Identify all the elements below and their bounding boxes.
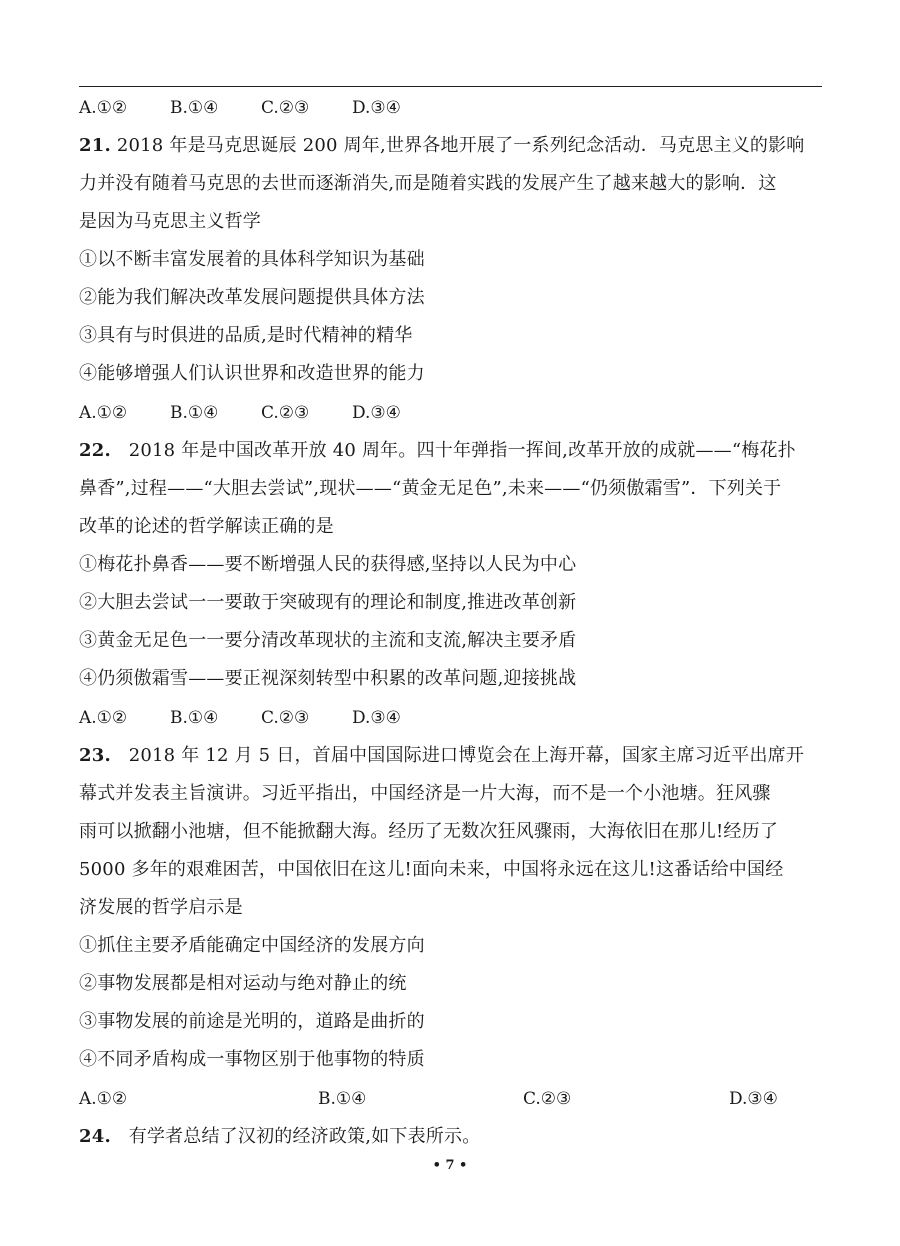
q22-statement-1: ①梅花扑鼻香——要不断增强人民的获得感,坚持以人民为中心 (79, 554, 577, 575)
q22-statement-3: ③黄金无足色一一要分清改革现状的主流和支流,解决主要矛盾 (79, 630, 577, 651)
q23-stem-line-1: 23. 2018 年 12 月 5 日，首届中国国际进口博览会在上海开幕，国家主席习近平出席开 (79, 745, 805, 766)
q22-stem-line-3: 改革的论述的哲学解读正确的是 (79, 516, 334, 537)
q22-options (79, 706, 443, 730)
option-c: C.②③ (523, 1089, 572, 1109)
q23-statement-4: ④不同矛盾构成一事物区别于他事物的特质 (79, 1049, 425, 1070)
prev-options (79, 96, 443, 120)
q23-stem-line-3: 雨可以掀翻小池塘，但不能掀翻大海。经历了无数次狂风骤雨，大海依旧在那儿!经历了 (79, 821, 779, 842)
q22-number: 22. (79, 440, 111, 461)
option-b: B.①④ (170, 98, 219, 118)
q21-stem-line-2: 力并没有随着马克思的去世而逐渐消失,而是随着实践的发展产生了越来越大的影响．这 (79, 173, 777, 194)
option-d: D.③④ (352, 403, 401, 423)
q23-statement-1: ①抓住主要矛盾能确定中国经济的发展方向 (79, 935, 425, 956)
q22-statement-4: ④仍须傲霜雪——要正视深刻转型中积累的改革问题,迎接挑战 (79, 668, 577, 689)
option-a: A.①② (79, 403, 128, 423)
q23-statement-2: ②事物发展都是相对运动与绝对静止的统 (79, 973, 407, 994)
option-b: B.①④ (170, 708, 219, 728)
q21-options (79, 401, 443, 425)
q21-stem-line-3: 是因为马克思主义哲学 (79, 211, 261, 232)
option-d: D.③④ (729, 1089, 778, 1109)
option-b: B.①④ (318, 1089, 367, 1109)
option-c: C.②③ (261, 708, 310, 728)
option-c: C.②③ (261, 403, 310, 423)
q21-statement-1: ①以不断丰富发展着的具体科学知识为基础 (79, 249, 425, 270)
q21-number: 21. (79, 135, 111, 156)
q22-stem-line-1: 22. 2018 年是中国改革开放 40 周年。四十年弹指一挥间,改革开放的成就——“梅花扑 (79, 440, 796, 461)
q23-stem-line-2: 幕式并发表主旨演讲。习近平指出，中国经济是一片大海，而不是一个小池塘。狂风骤 (79, 783, 771, 804)
option-a: A.①② (79, 708, 128, 728)
option-a: A.①② (79, 98, 128, 118)
q23-stem-line-5: 济发展的哲学启示是 (79, 897, 243, 918)
q21-stem-line-1: 21. 2018 年是马克思诞辰 200 周年,世界各地开展了一系列纪念活动．马克思主义的影响 (79, 135, 805, 156)
option-c: C.②③ (261, 98, 310, 118)
q23-number: 23. (79, 745, 111, 766)
option-d: D.③④ (352, 708, 401, 728)
option-d: D.③④ (352, 98, 401, 118)
option-b: B.①④ (170, 403, 219, 423)
top-rule (79, 86, 822, 87)
option-a: A.①② (79, 1089, 128, 1109)
q21-statement-3: ③具有与时俱进的品质,是时代精神的精华 (79, 325, 413, 346)
q21-statement-2: ②能为我们解决改革发展问题提供具体方法 (79, 287, 425, 308)
q23-statement-3: ③事物发展的前途是光明的，道路是曲折的 (79, 1011, 425, 1032)
q22-stem-line-2: 鼻香”,过程——“大胆去尝试”,现状——“黄金无足色”,未来——“仍须傲霜雪”．下列关于 (79, 478, 782, 499)
q23-stem-line-4: 5000 多年的艰难困苦，中国依旧在这儿!面向未来，中国将永远在这儿!这番话给中国经 (79, 859, 784, 880)
page-number: • 7 • (432, 1158, 468, 1173)
q24-stem: 24. 有学者总结了汉初的经济政策,如下表所示。 (79, 1126, 481, 1147)
q22-statement-2: ②大胆去尝试一一要敢于突破现有的理论和制度,推进改革创新 (79, 592, 577, 613)
q21-statement-4: ④能够增强人们认识世界和改造世界的能力 (79, 363, 425, 384)
q24-number: 24. (79, 1126, 111, 1147)
